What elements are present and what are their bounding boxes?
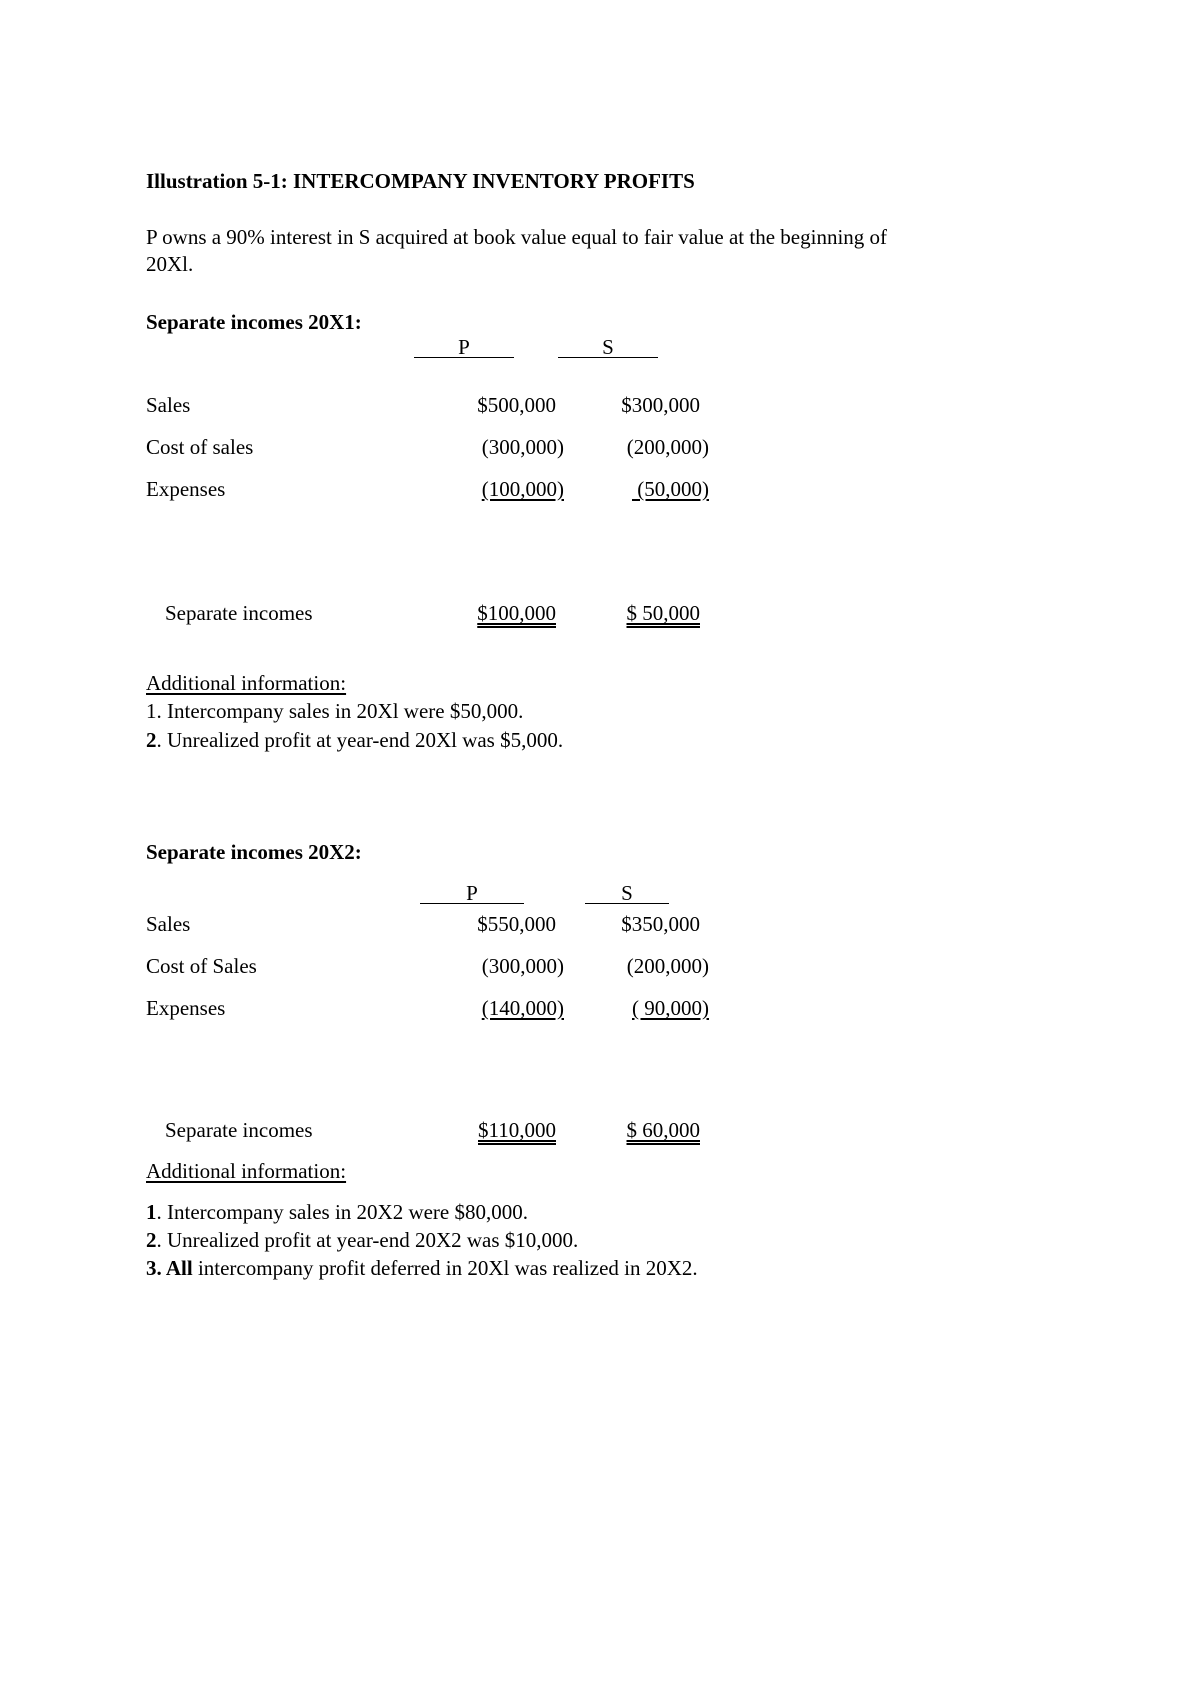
section2-note: 2. Unrealized profit at year-end 20X2 was $10,000. <box>146 1228 579 1252</box>
section1-row-p-value: $500,000 <box>477 393 556 417</box>
intro-text-line1: P owns a 90% interest in S acquired at book value equal to fair value at the beginning of <box>146 225 888 249</box>
section1-row-p-value: (100,000) <box>481 477 564 501</box>
section2-row-label: Expenses <box>146 996 226 1020</box>
section2-row-s-value: ( 90,000) <box>632 996 709 1020</box>
page-title: Illustration 5-1: INTERCOMPANY INVENTORY PROFITS <box>146 169 695 193</box>
section2-row-s-value: $350,000 <box>621 912 700 936</box>
section1-additional-heading: Additional information: <box>146 671 347 695</box>
section1-total-s-value: $ 50,000 <box>626 601 700 625</box>
section1-row-p-value: (300,000) <box>481 435 564 459</box>
section1-note: 2. Unrealized profit at year-end 20Xl was $5,000. <box>146 728 564 752</box>
section1-col-p-header: P <box>414 337 514 358</box>
section2-row-label: Sales <box>146 912 191 936</box>
section2-row-label: Cost of Sales <box>146 954 257 978</box>
section1-row-s-value: $300,000 <box>621 393 700 417</box>
section1-row-label: Sales <box>146 393 191 417</box>
section2-total-s-value: $ 60,000 <box>626 1118 700 1142</box>
section1-row-label: Expenses <box>146 477 226 501</box>
section2-heading: Separate incomes 20X2: <box>146 840 362 864</box>
section1-heading: Separate incomes 20X1: <box>146 310 362 334</box>
section2-row-p-value: $550,000 <box>477 912 556 936</box>
section1-note: 1. Intercompany sales in 20Xl were $50,000. <box>146 699 524 723</box>
section2-note: 1. Intercompany sales in 20X2 were $80,000. <box>146 1200 528 1224</box>
section2-col-p-header: P <box>420 883 524 904</box>
section2-total-p-value: $110,000 <box>478 1118 556 1142</box>
section1-col-s-header: S <box>558 337 658 358</box>
section2-row-p-value: (140,000) <box>481 996 564 1020</box>
section2-additional-heading: Additional information: <box>146 1159 347 1183</box>
section2-total-label: Separate incomes <box>165 1118 313 1142</box>
section1-total-p-value: $100,000 <box>477 601 556 625</box>
section1-row-s-value: (50,000) <box>632 477 709 501</box>
section2-note: 3. All intercompany profit deferred in 20Xl was realized in 20X2. <box>146 1256 698 1280</box>
section2-row-s-value: (200,000) <box>626 954 709 978</box>
section1-row-label: Cost of sales <box>146 435 254 459</box>
section1-total-label: Separate incomes <box>165 601 313 625</box>
section2-row-p-value: (300,000) <box>481 954 564 978</box>
section1-row-s-value: (200,000) <box>626 435 709 459</box>
intro-text-line2: 20Xl. <box>146 252 194 276</box>
section2-col-s-header: S <box>585 883 669 904</box>
